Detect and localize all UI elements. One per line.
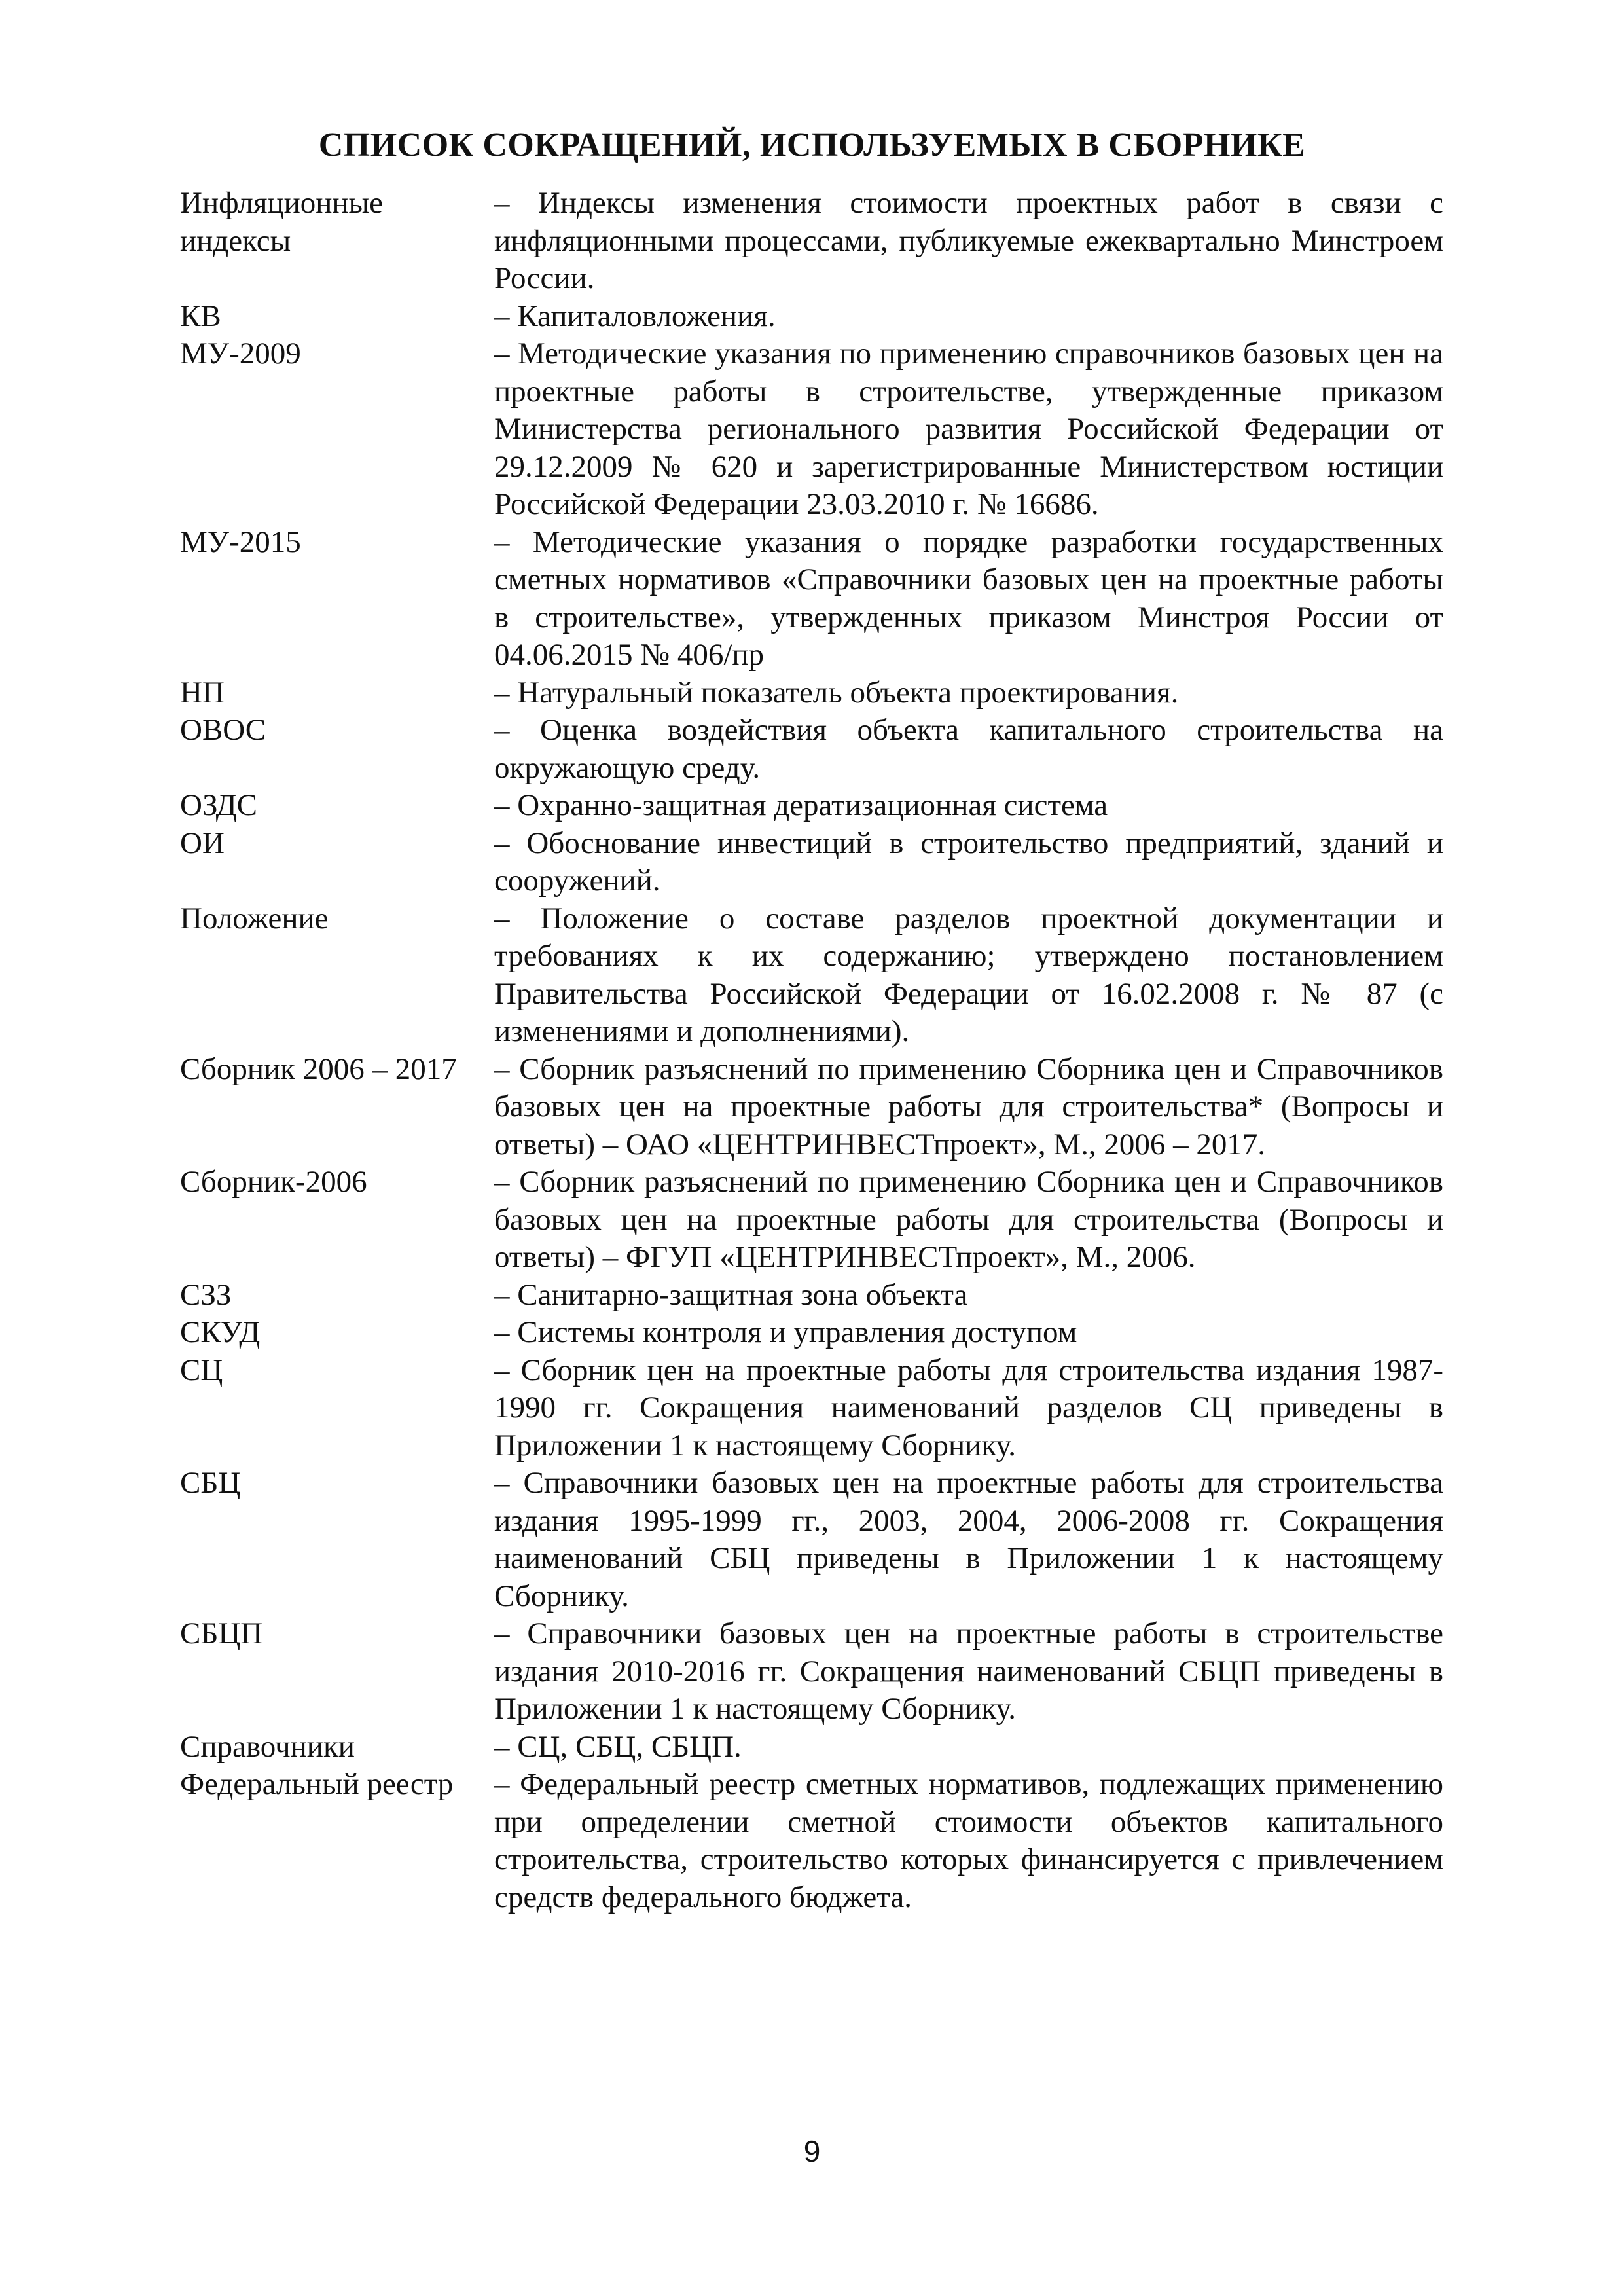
table-row: [180, 825, 1443, 900]
table-row: [180, 1277, 1443, 1315]
abbreviation-definition: – Натуральный показатель объекта проектирования.: [494, 675, 1179, 710]
abbreviation-definition: – СЦ, СБЦ, СБЦП.: [494, 1729, 742, 1764]
abbreviation-definition: – Сборник цен на проектные работы для строительства издания 1987-1990 гг. Сокращения наименований разделов СЦ приведены в Приложении 1 к настоящему Сборнику.: [494, 1353, 1443, 1463]
table-row: [180, 1314, 1443, 1352]
abbreviation-definition: – Федеральный реестр сметных нормативов, подлежащих применению при определении сметной стоимости объектов капитального строительства, строительство которых финансируется с привлечением средств федерального бюджета.: [494, 1767, 1443, 1914]
table-row: [180, 1465, 1443, 1615]
abbreviation-definition: – Сборник разъяснений по применению Сборника цен и Справочников базовых цен на проектные работы для строительства (Вопросы и ответы) – ФГУП «ЦЕНТРИНВЕСТпроект», М., 2006.: [494, 1165, 1443, 1274]
abbreviation-term: ОИ: [180, 826, 225, 860]
abbreviations-table: [180, 185, 1443, 1916]
abbreviation-definition: – Сборник разъяснений по применению Сборника цен и Справочников базовых цен на проектные работы для строительства* (Вопросы и ответы) – ОАО «ЦЕНТРИНВЕСТпроект», М., 2006 – 2017.: [494, 1051, 1443, 1161]
abbreviation-definition: – Методические указания по применению справочников базовых цен на проектные работы в строительстве, утвержденные приказом Министерства регионального развития Российской Федерации от 29.12.2009 № 620 и зарегистрированные Министерством юстиции Российской Федерации 23.03.2010 г. № 16686.: [494, 337, 1443, 521]
abbreviation-term: СБЦ: [180, 1466, 241, 1500]
abbreviation-term: НП: [180, 675, 225, 710]
abbreviation-term: МУ-2009: [180, 337, 301, 371]
abbreviation-definition: – Методические указания о порядке разработки государственных сметных нормативов «Справочники базовых цен на проектные работы в строительстве», утвержденных приказом Минстроя России от 04.06.2015 № 406/пр: [494, 524, 1443, 672]
abbreviation-definition: – Системы контроля и управления доступом: [494, 1315, 1077, 1349]
abbreviation-definition: – Положение о составе разделов проектной документации и требованиях к их содержанию; утверждено постановлением Правительства Российской Федерации от 16.02.2008 г. № 87 (с изменениями и дополнениями).: [494, 901, 1443, 1048]
abbreviation-term: Сборник-2006: [180, 1165, 367, 1199]
abbreviation-definition: – Санитарно-защитная зона объекта: [494, 1277, 968, 1312]
abbreviation-term: Справочники: [180, 1729, 355, 1764]
abbreviation-term: МУ-2015: [180, 524, 301, 559]
abbreviation-term: Положение: [180, 901, 329, 936]
table-row: [180, 335, 1443, 524]
abbreviation-definition: – Справочники базовых цен на проектные работы для строительства издания 1995-1999 гг., 2003, 2004, 2006-2008 гг. Сокращения наименований СБЦ приведены в Приложении 1 к настоящему Сборнику.: [494, 1466, 1443, 1613]
table-row: [180, 1766, 1443, 1916]
abbreviation-term: Инфляционные индексы: [180, 186, 383, 258]
abbreviation-term: СЗЗ: [180, 1277, 232, 1312]
abbreviation-definition: – Справочники базовых цен на проектные работы в строительстве издания 2010-2016 гг. Сокращения наименований СБЦП приведены в Приложении 1 к настоящему Сборнику.: [494, 1616, 1443, 1726]
table-row: [180, 1051, 1443, 1164]
table-row: [180, 1615, 1443, 1728]
table-row: [180, 185, 1443, 298]
abbreviation-term: Сборник 2006 – 2017: [180, 1051, 457, 1086]
table-row: [180, 900, 1443, 1051]
abbreviation-definition: – Оценка воздействия объекта капитального строительства на окружающую среду.: [494, 713, 1443, 785]
table-row: [180, 674, 1443, 712]
table-row: [180, 524, 1443, 674]
table-row: [180, 298, 1443, 336]
abbreviation-term: КВ: [180, 299, 221, 333]
abbreviation-term: ОВОС: [180, 713, 266, 747]
abbreviation-term: СКУД: [180, 1315, 261, 1349]
abbreviation-term: ОЗДС: [180, 788, 258, 822]
table-row: [180, 1728, 1443, 1766]
page-title: СПИСОК СОКРАЩЕНИЙ, ИСПОЛЬЗУЕМЫХ В СБОРНИКЕ: [318, 126, 1306, 164]
abbreviation-definition: – Капиталовложения.: [494, 299, 776, 333]
abbreviation-definition: – Охранно-защитная дератизационная система: [494, 788, 1108, 822]
abbreviation-term: СБЦП: [180, 1616, 263, 1650]
abbreviation-term: Федеральный реестр: [180, 1767, 454, 1801]
table-row: [180, 787, 1443, 825]
abbreviation-definition: – Обоснование инвестиций в строительство предприятий, зданий и сооружений.: [494, 826, 1443, 898]
table-row: [180, 1163, 1443, 1277]
page-number: 9: [803, 2134, 821, 2168]
abbreviation-definition: – Индексы изменения стоимости проектных работ в связи с инфляционными процессами, публикуемые ежеквартально Минстроем России.: [494, 186, 1443, 295]
abbreviation-term: СЦ: [180, 1353, 223, 1387]
table-row: [180, 1352, 1443, 1465]
table-row: [180, 712, 1443, 787]
